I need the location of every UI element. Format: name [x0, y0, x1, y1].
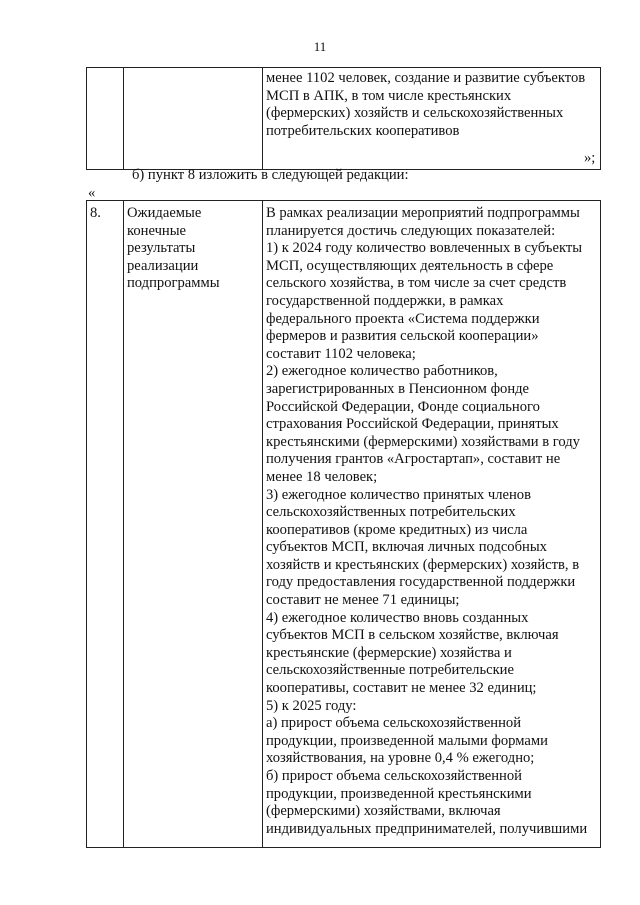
text-line: сельскохозяйственных потребительских — [266, 504, 516, 521]
text-line: кооперативов (кроме кредитных) из числа — [266, 521, 528, 538]
text-line: продукции, произведенной малыми формами — [266, 732, 548, 749]
row-label-cell — [124, 68, 263, 170]
text-line: (фермерских) хозяйств и сельскохозяйственных — [266, 105, 564, 122]
text-line: государственной поддержки, в рамках — [266, 292, 504, 309]
text-line: индивидуальных предпринимателей, получившими — [266, 820, 588, 837]
text-line: 4) ежегодное количество вновь созданных — [266, 609, 529, 626]
table-row — [87, 68, 601, 170]
text-line: планируется достичь следующих показателей: — [266, 222, 556, 239]
text-line: кооперативы, составит не менее 32 единиц; — [266, 680, 537, 697]
text-line: хозяйств и крестьянских (фермерских) хозяйств, в — [266, 556, 580, 573]
text-line: крестьянскими (фермерскими) хозяйствами в году — [266, 433, 580, 450]
text-line: 3) ежегодное количество принятых членов — [266, 486, 531, 503]
amendment-paragraph: б) пункт 8 изложить в следующей редакции: — [132, 167, 409, 183]
text-line: федерального проекта «Система поддержки — [266, 310, 540, 327]
text-line: страхования Российской Федерации, принятых — [266, 416, 559, 433]
label-line: результаты — [127, 240, 196, 257]
text-line: году предоставления государственной поддержки — [266, 574, 576, 591]
row-number-cell: 8. — [87, 201, 124, 848]
table-row — [87, 201, 601, 848]
main-table — [86, 200, 601, 848]
label-line: конечные — [127, 222, 187, 239]
text-line: 5) к 2025 году: — [266, 697, 357, 714]
text-line: МСП, осуществляющих деятельность в сфере — [266, 257, 554, 274]
text-line: б) прирост объема сельскохозяйственной — [266, 768, 522, 784]
row-label-cell — [124, 201, 263, 848]
text-line: В рамках реализации мероприятий подпрограммы — [266, 205, 580, 221]
page-number: 11 — [313, 39, 327, 54]
row-text-cell — [263, 201, 601, 848]
opening-quote: « — [88, 185, 96, 201]
text-line: субъектов МСП в сельском хозяйстве, включая — [266, 627, 559, 644]
text-line: 2) ежегодное количество работников, — [266, 363, 498, 380]
row-text-cell — [263, 68, 601, 170]
text-line: МСП в АПК, в том числе крестьянских — [266, 87, 512, 104]
text-line: менее 18 человек; — [266, 468, 378, 485]
text-line: а) прирост объема сельскохозяйственной — [266, 715, 522, 732]
text-line: продукции, произведенной крестьянскими — [266, 785, 532, 802]
text-line: сельского хозяйства, в том числе за счет средств — [266, 275, 567, 292]
label-line: Ожидаемые — [127, 205, 202, 221]
text-line: 1) к 2024 году количество вовлеченных в субъекты — [266, 240, 583, 257]
row-number-cell — [87, 68, 124, 170]
closing-quote: »; — [584, 150, 596, 166]
top-table-fragment — [86, 67, 601, 170]
text-line: сельскохозяйственные потребительские — [266, 662, 514, 679]
text-line: (фермерскими) хозяйствами, включая — [266, 803, 501, 820]
text-line: субъектов МСП, включая личных подсобных — [266, 539, 547, 556]
label-line: подпрограммы — [127, 275, 220, 292]
text-line: потребительских кооперативов — [266, 122, 460, 139]
text-line: хозяйствования, на уровне 0,4 % ежегодно; — [266, 750, 535, 767]
text-line: получения грантов «Агростартап», составит не — [266, 451, 561, 468]
text-line: зарегистрированных в Пенсионном фонде — [266, 380, 530, 397]
text-line: менее 1102 человек, создание и развитие субъектов — [266, 70, 586, 86]
text-line: составит 1102 человека; — [266, 345, 416, 362]
text-line: крестьянские (фермерские) хозяйства и — [266, 644, 512, 661]
text-line: составит не менее 71 единицы; — [266, 592, 460, 609]
text-line: Российской Федерации, Фонде социального — [266, 398, 540, 415]
label-line: реализации — [127, 257, 199, 274]
text-line: фермеров и развития сельской кооперации» — [266, 328, 539, 345]
